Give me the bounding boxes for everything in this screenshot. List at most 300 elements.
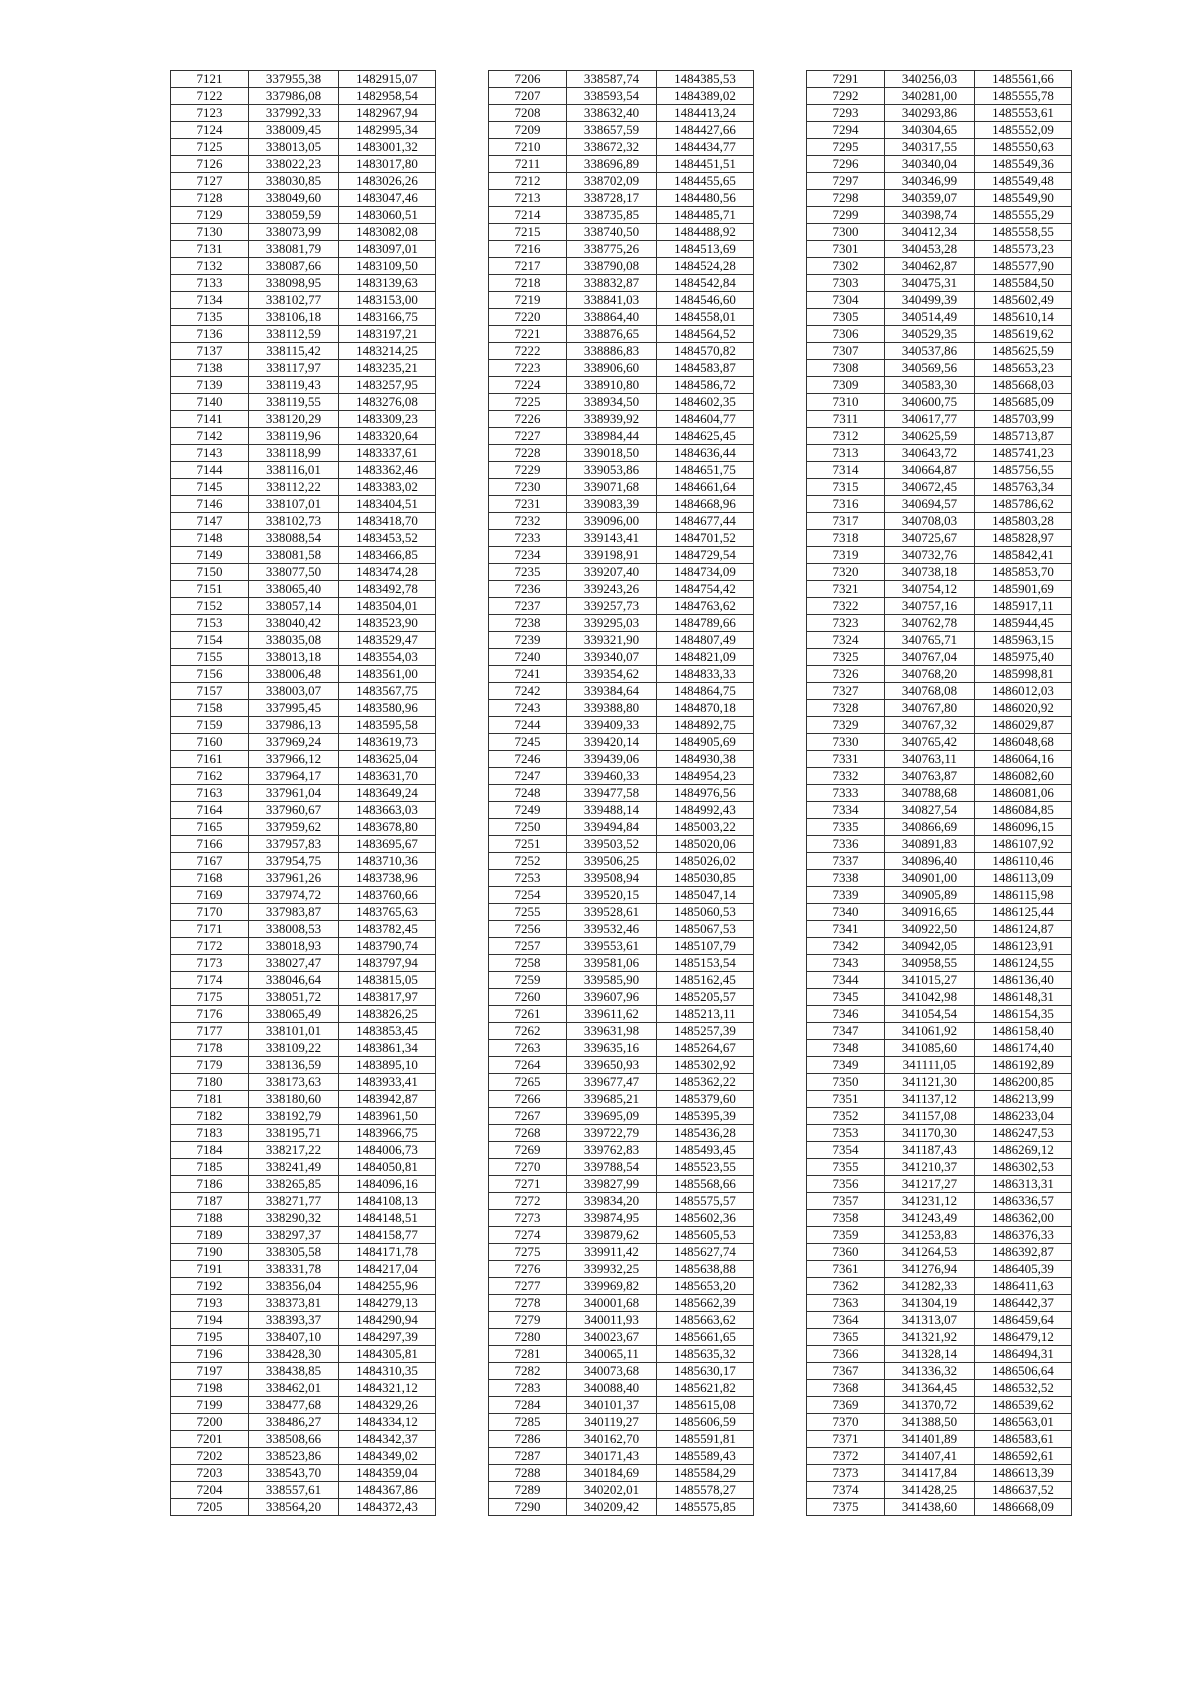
point-number-cell: 7261 bbox=[489, 1006, 567, 1023]
point-number-cell: 7132 bbox=[171, 258, 249, 275]
y-coordinate-cell: 1484602,35 bbox=[657, 394, 754, 411]
x-coordinate-cell: 338271,77 bbox=[249, 1193, 339, 1210]
table-row bbox=[489, 734, 754, 751]
table-row bbox=[489, 921, 754, 938]
table-row bbox=[489, 462, 754, 479]
point-number-cell: 7170 bbox=[171, 904, 249, 921]
point-number-cell: 7182 bbox=[171, 1108, 249, 1125]
y-coordinate-cell: 1484668,96 bbox=[657, 496, 754, 513]
point-number-cell: 7175 bbox=[171, 989, 249, 1006]
table-row bbox=[489, 1159, 754, 1176]
x-coordinate-cell: 340664,87 bbox=[885, 462, 975, 479]
table-row bbox=[807, 751, 1072, 768]
y-coordinate-cell: 1485685,09 bbox=[975, 394, 1072, 411]
table-row bbox=[807, 156, 1072, 173]
y-coordinate-cell: 1485653,23 bbox=[975, 360, 1072, 377]
x-coordinate-cell: 341282,33 bbox=[885, 1278, 975, 1295]
table-row bbox=[489, 1329, 754, 1346]
x-coordinate-cell: 341231,12 bbox=[885, 1193, 975, 1210]
y-coordinate-cell: 1485917,11 bbox=[975, 598, 1072, 615]
y-coordinate-cell: 1485213,11 bbox=[657, 1006, 754, 1023]
y-coordinate-cell: 1486200,85 bbox=[975, 1074, 1072, 1091]
x-coordinate-cell: 340453,28 bbox=[885, 241, 975, 258]
y-coordinate-cell: 1484310,35 bbox=[339, 1363, 436, 1380]
table-row bbox=[171, 479, 436, 496]
y-coordinate-cell: 1486637,52 bbox=[975, 1482, 1072, 1499]
y-coordinate-cell: 1484451,51 bbox=[657, 156, 754, 173]
point-number-cell: 7266 bbox=[489, 1091, 567, 1108]
point-number-cell: 7359 bbox=[807, 1227, 885, 1244]
y-coordinate-cell: 1486494,31 bbox=[975, 1346, 1072, 1363]
point-number-cell: 7346 bbox=[807, 1006, 885, 1023]
x-coordinate-cell: 338009,45 bbox=[249, 122, 339, 139]
table-row bbox=[807, 887, 1072, 904]
point-number-cell: 7191 bbox=[171, 1261, 249, 1278]
x-coordinate-cell: 340901,00 bbox=[885, 870, 975, 887]
x-coordinate-cell: 338073,99 bbox=[249, 224, 339, 241]
table-row bbox=[807, 1040, 1072, 1057]
x-coordinate-cell: 340617,77 bbox=[885, 411, 975, 428]
y-coordinate-cell: 1485047,14 bbox=[657, 887, 754, 904]
x-coordinate-cell: 340475,31 bbox=[885, 275, 975, 292]
point-number-cell: 7264 bbox=[489, 1057, 567, 1074]
table-row bbox=[171, 887, 436, 904]
table-row bbox=[489, 1125, 754, 1142]
coordinate-table-1 bbox=[170, 70, 436, 1516]
table-row bbox=[807, 904, 1072, 921]
table-row bbox=[171, 326, 436, 343]
point-number-cell: 7159 bbox=[171, 717, 249, 734]
x-coordinate-cell: 341388,50 bbox=[885, 1414, 975, 1431]
table-row bbox=[171, 1295, 436, 1312]
x-coordinate-cell: 339503,52 bbox=[567, 836, 657, 853]
y-coordinate-cell: 1485668,03 bbox=[975, 377, 1072, 394]
y-coordinate-cell: 1484583,87 bbox=[657, 360, 754, 377]
y-coordinate-cell: 1483235,21 bbox=[339, 360, 436, 377]
point-number-cell: 7270 bbox=[489, 1159, 567, 1176]
point-number-cell: 7275 bbox=[489, 1244, 567, 1261]
x-coordinate-cell: 339722,79 bbox=[567, 1125, 657, 1142]
y-coordinate-cell: 1484864,75 bbox=[657, 683, 754, 700]
y-coordinate-cell: 1482915,07 bbox=[339, 71, 436, 88]
x-coordinate-cell: 340462,87 bbox=[885, 258, 975, 275]
table-row bbox=[171, 581, 436, 598]
point-number-cell: 7288 bbox=[489, 1465, 567, 1482]
point-number-cell: 7304 bbox=[807, 292, 885, 309]
x-coordinate-cell: 338180,60 bbox=[249, 1091, 339, 1108]
x-coordinate-cell: 339243,26 bbox=[567, 581, 657, 598]
x-coordinate-cell: 340346,99 bbox=[885, 173, 975, 190]
point-number-cell: 7178 bbox=[171, 1040, 249, 1057]
table-row bbox=[489, 156, 754, 173]
x-coordinate-cell: 340754,12 bbox=[885, 581, 975, 598]
table-row bbox=[807, 88, 1072, 105]
y-coordinate-cell: 1486158,40 bbox=[975, 1023, 1072, 1040]
x-coordinate-cell: 338077,50 bbox=[249, 564, 339, 581]
point-number-cell: 7258 bbox=[489, 955, 567, 972]
y-coordinate-cell: 1484290,94 bbox=[339, 1312, 436, 1329]
point-number-cell: 7286 bbox=[489, 1431, 567, 1448]
table-row bbox=[171, 921, 436, 938]
table-row bbox=[171, 462, 436, 479]
y-coordinate-cell: 1485663,62 bbox=[657, 1312, 754, 1329]
table-row bbox=[807, 258, 1072, 275]
y-coordinate-cell: 1484413,24 bbox=[657, 105, 754, 122]
y-coordinate-cell: 1485162,45 bbox=[657, 972, 754, 989]
table-row bbox=[489, 547, 754, 564]
point-number-cell: 7192 bbox=[171, 1278, 249, 1295]
table-row bbox=[489, 309, 754, 326]
point-number-cell: 7367 bbox=[807, 1363, 885, 1380]
y-coordinate-cell: 1484546,60 bbox=[657, 292, 754, 309]
point-number-cell: 7137 bbox=[171, 343, 249, 360]
y-coordinate-cell: 1486532,52 bbox=[975, 1380, 1072, 1397]
y-coordinate-cell: 1483362,46 bbox=[339, 462, 436, 479]
point-number-cell: 7232 bbox=[489, 513, 567, 530]
x-coordinate-cell: 341336,32 bbox=[885, 1363, 975, 1380]
table-row bbox=[171, 1227, 436, 1244]
y-coordinate-cell: 1485549,48 bbox=[975, 173, 1072, 190]
x-coordinate-cell: 338098,95 bbox=[249, 275, 339, 292]
table-row bbox=[489, 1074, 754, 1091]
table-row bbox=[489, 207, 754, 224]
x-coordinate-cell: 341321,92 bbox=[885, 1329, 975, 1346]
point-number-cell: 7373 bbox=[807, 1465, 885, 1482]
point-number-cell: 7344 bbox=[807, 972, 885, 989]
x-coordinate-cell: 340569,56 bbox=[885, 360, 975, 377]
point-number-cell: 7352 bbox=[807, 1108, 885, 1125]
table-row bbox=[807, 649, 1072, 666]
point-number-cell: 7165 bbox=[171, 819, 249, 836]
y-coordinate-cell: 1482967,94 bbox=[339, 105, 436, 122]
y-coordinate-cell: 1484050,81 bbox=[339, 1159, 436, 1176]
table-row bbox=[807, 1346, 1072, 1363]
point-number-cell: 7122 bbox=[171, 88, 249, 105]
x-coordinate-cell: 340184,69 bbox=[567, 1465, 657, 1482]
x-coordinate-cell: 338119,55 bbox=[249, 394, 339, 411]
point-number-cell: 7302 bbox=[807, 258, 885, 275]
y-coordinate-cell: 1482995,34 bbox=[339, 122, 436, 139]
x-coordinate-cell: 338523,86 bbox=[249, 1448, 339, 1465]
point-number-cell: 7173 bbox=[171, 955, 249, 972]
y-coordinate-cell: 1485561,66 bbox=[975, 71, 1072, 88]
x-coordinate-cell: 340412,34 bbox=[885, 224, 975, 241]
y-coordinate-cell: 1483738,96 bbox=[339, 870, 436, 887]
table-row bbox=[489, 496, 754, 513]
point-number-cell: 7200 bbox=[171, 1414, 249, 1431]
x-coordinate-cell: 341313,07 bbox=[885, 1312, 975, 1329]
y-coordinate-cell: 1483017,80 bbox=[339, 156, 436, 173]
y-coordinate-cell: 1485553,61 bbox=[975, 105, 1072, 122]
y-coordinate-cell: 1485573,23 bbox=[975, 241, 1072, 258]
table-row bbox=[489, 683, 754, 700]
y-coordinate-cell: 1484096,16 bbox=[339, 1176, 436, 1193]
table-row bbox=[489, 479, 754, 496]
y-coordinate-cell: 1483554,03 bbox=[339, 649, 436, 666]
x-coordinate-cell: 338241,49 bbox=[249, 1159, 339, 1176]
point-number-cell: 7361 bbox=[807, 1261, 885, 1278]
table-row bbox=[171, 394, 436, 411]
point-number-cell: 7146 bbox=[171, 496, 249, 513]
point-number-cell: 7298 bbox=[807, 190, 885, 207]
y-coordinate-cell: 1485555,29 bbox=[975, 207, 1072, 224]
x-coordinate-cell: 340694,57 bbox=[885, 496, 975, 513]
table-row bbox=[171, 1482, 436, 1499]
y-coordinate-cell: 1485362,22 bbox=[657, 1074, 754, 1091]
x-coordinate-cell: 338939,92 bbox=[567, 411, 657, 428]
table-row bbox=[171, 564, 436, 581]
x-coordinate-cell: 340767,04 bbox=[885, 649, 975, 666]
x-coordinate-cell: 338477,68 bbox=[249, 1397, 339, 1414]
x-coordinate-cell: 338102,77 bbox=[249, 292, 339, 309]
table-row bbox=[807, 122, 1072, 139]
table-row bbox=[489, 292, 754, 309]
x-coordinate-cell: 339677,47 bbox=[567, 1074, 657, 1091]
table-row bbox=[171, 343, 436, 360]
y-coordinate-cell: 1483765,63 bbox=[339, 904, 436, 921]
x-coordinate-cell: 337966,12 bbox=[249, 751, 339, 768]
x-coordinate-cell: 341253,83 bbox=[885, 1227, 975, 1244]
table-row bbox=[807, 530, 1072, 547]
x-coordinate-cell: 339257,73 bbox=[567, 598, 657, 615]
table-row bbox=[171, 1244, 436, 1261]
x-coordinate-cell: 339340,07 bbox=[567, 649, 657, 666]
point-number-cell: 7362 bbox=[807, 1278, 885, 1295]
x-coordinate-cell: 339071,68 bbox=[567, 479, 657, 496]
point-number-cell: 7291 bbox=[807, 71, 885, 88]
y-coordinate-cell: 1484625,45 bbox=[657, 428, 754, 445]
point-number-cell: 7212 bbox=[489, 173, 567, 190]
x-coordinate-cell: 340514,49 bbox=[885, 309, 975, 326]
table-row bbox=[171, 1499, 436, 1516]
x-coordinate-cell: 340765,71 bbox=[885, 632, 975, 649]
point-number-cell: 7199 bbox=[171, 1397, 249, 1414]
point-number-cell: 7333 bbox=[807, 785, 885, 802]
y-coordinate-cell: 1485523,55 bbox=[657, 1159, 754, 1176]
y-coordinate-cell: 1483153,00 bbox=[339, 292, 436, 309]
x-coordinate-cell: 339506,25 bbox=[567, 853, 657, 870]
table-row bbox=[171, 836, 436, 853]
point-number-cell: 7207 bbox=[489, 88, 567, 105]
point-number-cell: 7211 bbox=[489, 156, 567, 173]
table-row bbox=[807, 105, 1072, 122]
x-coordinate-cell: 338088,54 bbox=[249, 530, 339, 547]
table-row bbox=[807, 1278, 1072, 1295]
table-row bbox=[171, 802, 436, 819]
y-coordinate-cell: 1484389,02 bbox=[657, 88, 754, 105]
x-coordinate-cell: 339635,16 bbox=[567, 1040, 657, 1057]
y-coordinate-cell: 1485963,15 bbox=[975, 632, 1072, 649]
x-coordinate-cell: 338087,66 bbox=[249, 258, 339, 275]
point-number-cell: 7154 bbox=[171, 632, 249, 649]
x-coordinate-cell: 340073,68 bbox=[567, 1363, 657, 1380]
x-coordinate-cell: 337954,75 bbox=[249, 853, 339, 870]
y-coordinate-cell: 1485703,99 bbox=[975, 411, 1072, 428]
point-number-cell: 7329 bbox=[807, 717, 885, 734]
x-coordinate-cell: 339096,00 bbox=[567, 513, 657, 530]
x-coordinate-cell: 341370,72 bbox=[885, 1397, 975, 1414]
point-number-cell: 7363 bbox=[807, 1295, 885, 1312]
point-number-cell: 7227 bbox=[489, 428, 567, 445]
table-row bbox=[489, 751, 754, 768]
table-row bbox=[807, 700, 1072, 717]
y-coordinate-cell: 1485555,78 bbox=[975, 88, 1072, 105]
table-row bbox=[489, 564, 754, 581]
table-row bbox=[489, 88, 754, 105]
y-coordinate-cell: 1483047,46 bbox=[339, 190, 436, 207]
table-row bbox=[171, 71, 436, 88]
x-coordinate-cell: 341264,53 bbox=[885, 1244, 975, 1261]
table-row bbox=[171, 105, 436, 122]
y-coordinate-cell: 1485803,28 bbox=[975, 513, 1072, 530]
table-row bbox=[171, 292, 436, 309]
y-coordinate-cell: 1484006,73 bbox=[339, 1142, 436, 1159]
point-number-cell: 7314 bbox=[807, 462, 885, 479]
y-coordinate-cell: 1484905,69 bbox=[657, 734, 754, 751]
x-coordinate-cell: 339460,33 bbox=[567, 768, 657, 785]
point-number-cell: 7308 bbox=[807, 360, 885, 377]
y-coordinate-cell: 1484217,04 bbox=[339, 1261, 436, 1278]
y-coordinate-cell: 1484930,38 bbox=[657, 751, 754, 768]
x-coordinate-cell: 338112,59 bbox=[249, 326, 339, 343]
table-row bbox=[489, 122, 754, 139]
y-coordinate-cell: 1485662,39 bbox=[657, 1295, 754, 1312]
point-number-cell: 7358 bbox=[807, 1210, 885, 1227]
y-coordinate-cell: 1483082,08 bbox=[339, 224, 436, 241]
x-coordinate-cell: 340738,18 bbox=[885, 564, 975, 581]
table-row bbox=[489, 428, 754, 445]
x-coordinate-cell: 340708,03 bbox=[885, 513, 975, 530]
x-coordinate-cell: 340359,07 bbox=[885, 190, 975, 207]
y-coordinate-cell: 1486302,53 bbox=[975, 1159, 1072, 1176]
y-coordinate-cell: 1484359,04 bbox=[339, 1465, 436, 1482]
y-coordinate-cell: 1486233,04 bbox=[975, 1108, 1072, 1125]
table-row bbox=[807, 870, 1072, 887]
x-coordinate-cell: 340643,72 bbox=[885, 445, 975, 462]
table-row bbox=[489, 1295, 754, 1312]
table-row bbox=[489, 717, 754, 734]
table-row bbox=[489, 1363, 754, 1380]
table-row bbox=[171, 1091, 436, 1108]
table-row bbox=[807, 1193, 1072, 1210]
point-number-cell: 7147 bbox=[171, 513, 249, 530]
table-row bbox=[807, 1244, 1072, 1261]
point-number-cell: 7177 bbox=[171, 1023, 249, 1040]
point-number-cell: 7324 bbox=[807, 632, 885, 649]
y-coordinate-cell: 1484349,02 bbox=[339, 1448, 436, 1465]
y-coordinate-cell: 1486123,91 bbox=[975, 938, 1072, 955]
y-coordinate-cell: 1485020,06 bbox=[657, 836, 754, 853]
table-row bbox=[489, 275, 754, 292]
y-coordinate-cell: 1485786,62 bbox=[975, 496, 1072, 513]
table-row bbox=[171, 1448, 436, 1465]
y-coordinate-cell: 1483166,75 bbox=[339, 309, 436, 326]
x-coordinate-cell: 338832,87 bbox=[567, 275, 657, 292]
table-row bbox=[489, 241, 754, 258]
x-coordinate-cell: 338740,50 bbox=[567, 224, 657, 241]
y-coordinate-cell: 1484108,13 bbox=[339, 1193, 436, 1210]
point-number-cell: 7357 bbox=[807, 1193, 885, 1210]
x-coordinate-cell: 338013,05 bbox=[249, 139, 339, 156]
x-coordinate-cell: 341085,60 bbox=[885, 1040, 975, 1057]
point-number-cell: 7243 bbox=[489, 700, 567, 717]
point-number-cell: 7348 bbox=[807, 1040, 885, 1057]
y-coordinate-cell: 1485842,41 bbox=[975, 547, 1072, 564]
y-coordinate-cell: 1485615,08 bbox=[657, 1397, 754, 1414]
table-row bbox=[807, 1125, 1072, 1142]
point-number-cell: 7136 bbox=[171, 326, 249, 343]
y-coordinate-cell: 1483561,00 bbox=[339, 666, 436, 683]
point-number-cell: 7184 bbox=[171, 1142, 249, 1159]
y-coordinate-cell: 1486125,44 bbox=[975, 904, 1072, 921]
x-coordinate-cell: 338305,58 bbox=[249, 1244, 339, 1261]
y-coordinate-cell: 1483895,10 bbox=[339, 1057, 436, 1074]
y-coordinate-cell: 1484171,78 bbox=[339, 1244, 436, 1261]
table-row bbox=[489, 1499, 754, 1516]
x-coordinate-cell: 339143,41 bbox=[567, 530, 657, 547]
point-number-cell: 7195 bbox=[171, 1329, 249, 1346]
point-number-cell: 7162 bbox=[171, 768, 249, 785]
table-row bbox=[171, 1159, 436, 1176]
x-coordinate-cell: 338119,96 bbox=[249, 428, 339, 445]
table-row bbox=[807, 734, 1072, 751]
y-coordinate-cell: 1486213,99 bbox=[975, 1091, 1072, 1108]
point-number-cell: 7328 bbox=[807, 700, 885, 717]
point-number-cell: 7141 bbox=[171, 411, 249, 428]
table-row bbox=[489, 1040, 754, 1057]
x-coordinate-cell: 338102,73 bbox=[249, 513, 339, 530]
point-number-cell: 7317 bbox=[807, 513, 885, 530]
y-coordinate-cell: 1483474,28 bbox=[339, 564, 436, 581]
y-coordinate-cell: 1486064,16 bbox=[975, 751, 1072, 768]
y-coordinate-cell: 1486020,92 bbox=[975, 700, 1072, 717]
table-row bbox=[171, 1210, 436, 1227]
point-number-cell: 7355 bbox=[807, 1159, 885, 1176]
x-coordinate-cell: 338393,37 bbox=[249, 1312, 339, 1329]
x-coordinate-cell: 337986,13 bbox=[249, 717, 339, 734]
x-coordinate-cell: 338195,71 bbox=[249, 1125, 339, 1142]
x-coordinate-cell: 340499,39 bbox=[885, 292, 975, 309]
y-coordinate-cell: 1483580,96 bbox=[339, 700, 436, 717]
point-number-cell: 7287 bbox=[489, 1448, 567, 1465]
point-number-cell: 7268 bbox=[489, 1125, 567, 1142]
x-coordinate-cell: 339494,84 bbox=[567, 819, 657, 836]
x-coordinate-cell: 338876,65 bbox=[567, 326, 657, 343]
table-row bbox=[807, 1312, 1072, 1329]
y-coordinate-cell: 1485264,67 bbox=[657, 1040, 754, 1057]
x-coordinate-cell: 339611,62 bbox=[567, 1006, 657, 1023]
point-number-cell: 7325 bbox=[807, 649, 885, 666]
point-number-cell: 7187 bbox=[171, 1193, 249, 1210]
x-coordinate-cell: 338013,18 bbox=[249, 649, 339, 666]
point-number-cell: 7223 bbox=[489, 360, 567, 377]
point-number-cell: 7375 bbox=[807, 1499, 885, 1516]
y-coordinate-cell: 1484789,66 bbox=[657, 615, 754, 632]
point-number-cell: 7351 bbox=[807, 1091, 885, 1108]
x-coordinate-cell: 338006,48 bbox=[249, 666, 339, 683]
point-number-cell: 7247 bbox=[489, 768, 567, 785]
y-coordinate-cell: 1486613,39 bbox=[975, 1465, 1072, 1482]
x-coordinate-cell: 341328,14 bbox=[885, 1346, 975, 1363]
table-row bbox=[171, 1278, 436, 1295]
x-coordinate-cell: 340101,37 bbox=[567, 1397, 657, 1414]
y-coordinate-cell: 1485302,92 bbox=[657, 1057, 754, 1074]
x-coordinate-cell: 339695,09 bbox=[567, 1108, 657, 1125]
x-coordinate-cell: 338003,07 bbox=[249, 683, 339, 700]
y-coordinate-cell: 1483961,50 bbox=[339, 1108, 436, 1125]
point-number-cell: 7225 bbox=[489, 394, 567, 411]
point-number-cell: 7350 bbox=[807, 1074, 885, 1091]
